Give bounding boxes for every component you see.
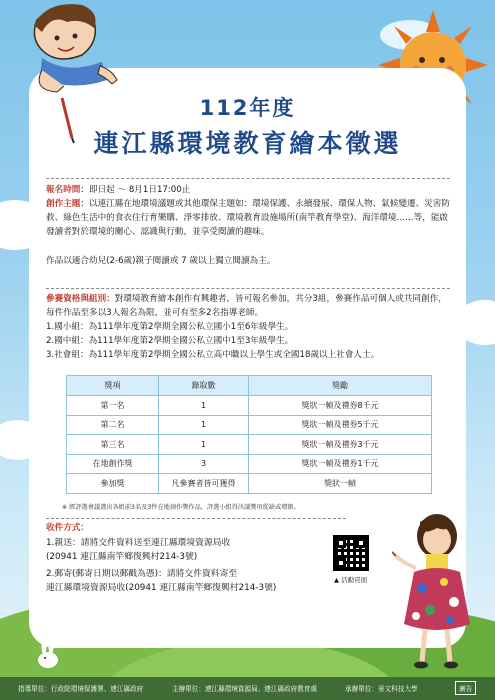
- group-item: 2.國中組：為111學年度第2學期全國公私立國中1至3年級學生。: [46, 336, 294, 346]
- award-count: 凡參賽者皆可獲得: [159, 474, 249, 494]
- award-prize: 獎狀一幀: [249, 474, 432, 494]
- qr-code[interactable]: [333, 535, 369, 571]
- qr-corner: [336, 538, 346, 548]
- awards-table: [66, 375, 432, 494]
- submission-line: 1.親送：請將交件資料送至連江縣環境資源局收: [46, 538, 231, 548]
- submission-line: (20941 連江縣南竿鄉復興村214-3號): [46, 552, 198, 562]
- column-header: 獎項: [67, 376, 159, 396]
- audience-note: 作品以適合幼兒(2-6歲)親子閱讀或 7 歲以上獨立閱讀為主。: [46, 256, 276, 266]
- qr-corner: [356, 538, 366, 548]
- footer-host: 主辦單位：連江縣環境資源局、連江縣政府教育處: [172, 685, 318, 693]
- period-label: 報名時間：: [46, 185, 89, 195]
- award-name: 第二名: [67, 415, 159, 435]
- award-name: 第三名: [67, 435, 159, 455]
- column-header: 獎勵: [249, 376, 432, 396]
- award-name: 第一名: [67, 396, 159, 416]
- qr-corner: [336, 558, 346, 568]
- award-prize: 獎狀一幀及禮券1千元: [249, 454, 432, 474]
- award-count: 1: [159, 415, 249, 435]
- footer-organizer: 承辦單位：景文科技大學: [345, 685, 418, 693]
- ad-badge: 廣告: [455, 681, 476, 695]
- bunny-illustration: [34, 640, 62, 670]
- award-prize: 獎狀一幀及禮券8千元: [249, 396, 432, 416]
- table-row: [67, 474, 432, 494]
- award-name: 參加獎: [67, 474, 159, 494]
- submission-line: 2.郵寄(郵寄日期以郵戳為憑)：請將交件資料寄至: [46, 569, 238, 579]
- table-row: [67, 435, 432, 455]
- award-prize: 獎狀一幀及禮券5千元: [249, 415, 432, 435]
- theme-text: 以連江縣在地環境議題或其他環保主題如：環境保護、永續發展、環保人物、氣候變遷、災害防救、綠色生活中的食衣住行育樂購、淨零排放、環境教育設施場所(南竿教育學堂)、海洋環境……等，能啟發讀者對於環境的關心、認識與行動，並享受閱讀的趣味。: [46, 199, 450, 237]
- divider: [46, 518, 346, 519]
- submission-label: 收件方式：: [46, 523, 89, 533]
- qr-caption: ▲ 活動頁面: [334, 576, 368, 584]
- girl-illustration: [392, 512, 482, 682]
- award-count: 1: [159, 396, 249, 416]
- registration-period: [46, 183, 450, 197]
- footer-guide: 指導單位：行政院環境保護署、連江縣政府: [18, 685, 144, 693]
- group-item: 1.國小組：為111學年度第2學期全國公私立國小1至6年級學生。: [46, 322, 294, 332]
- award-count: 1: [159, 435, 249, 455]
- period-value: 即日起 ～ 8月1日17:00止: [88, 185, 191, 195]
- divider: [46, 288, 450, 289]
- table-row: [67, 415, 432, 435]
- award-name: 在地創作獎: [67, 454, 159, 474]
- divider: [46, 178, 450, 179]
- table-row: [67, 396, 432, 416]
- group-item: 3.社會組：為111學年度第2學期全國公私立高中職以上學生或全國18歲以上社會人士。: [46, 350, 380, 360]
- eligibility-label: 參賽資格與組別：: [46, 294, 115, 304]
- title-year: 112年度: [199, 96, 296, 120]
- theme-label: 創作主題：: [46, 199, 89, 209]
- eligibility-text: 對環境教育繪本創作有興趣者，皆可報名參加，共分3組，參賽作品可個人或共同創作，每件作品至多以3人報名為限，並可有至多2名指導老師。: [46, 294, 447, 318]
- submission-line: 連江縣環境資源局收(20941 連江縣南竿鄉復興村214-3號): [46, 583, 277, 593]
- table-header-row: [67, 376, 432, 396]
- eligibility: [46, 292, 450, 320]
- column-header: 錄取數: [159, 376, 249, 396]
- page-title: 連江縣環境教育繪本徵選: [93, 129, 402, 158]
- award-count: 3: [159, 454, 249, 474]
- creation-theme: [46, 197, 450, 239]
- awards-note: ※ 經評選會議選出各組前3名及3件在地創作獎作品，評選小組得決議獎項從缺或增額。: [62, 504, 300, 511]
- footer-bar: [0, 677, 495, 700]
- award-prize: 獎狀一幀及禮券3千元: [249, 435, 432, 455]
- table-row: [67, 454, 432, 474]
